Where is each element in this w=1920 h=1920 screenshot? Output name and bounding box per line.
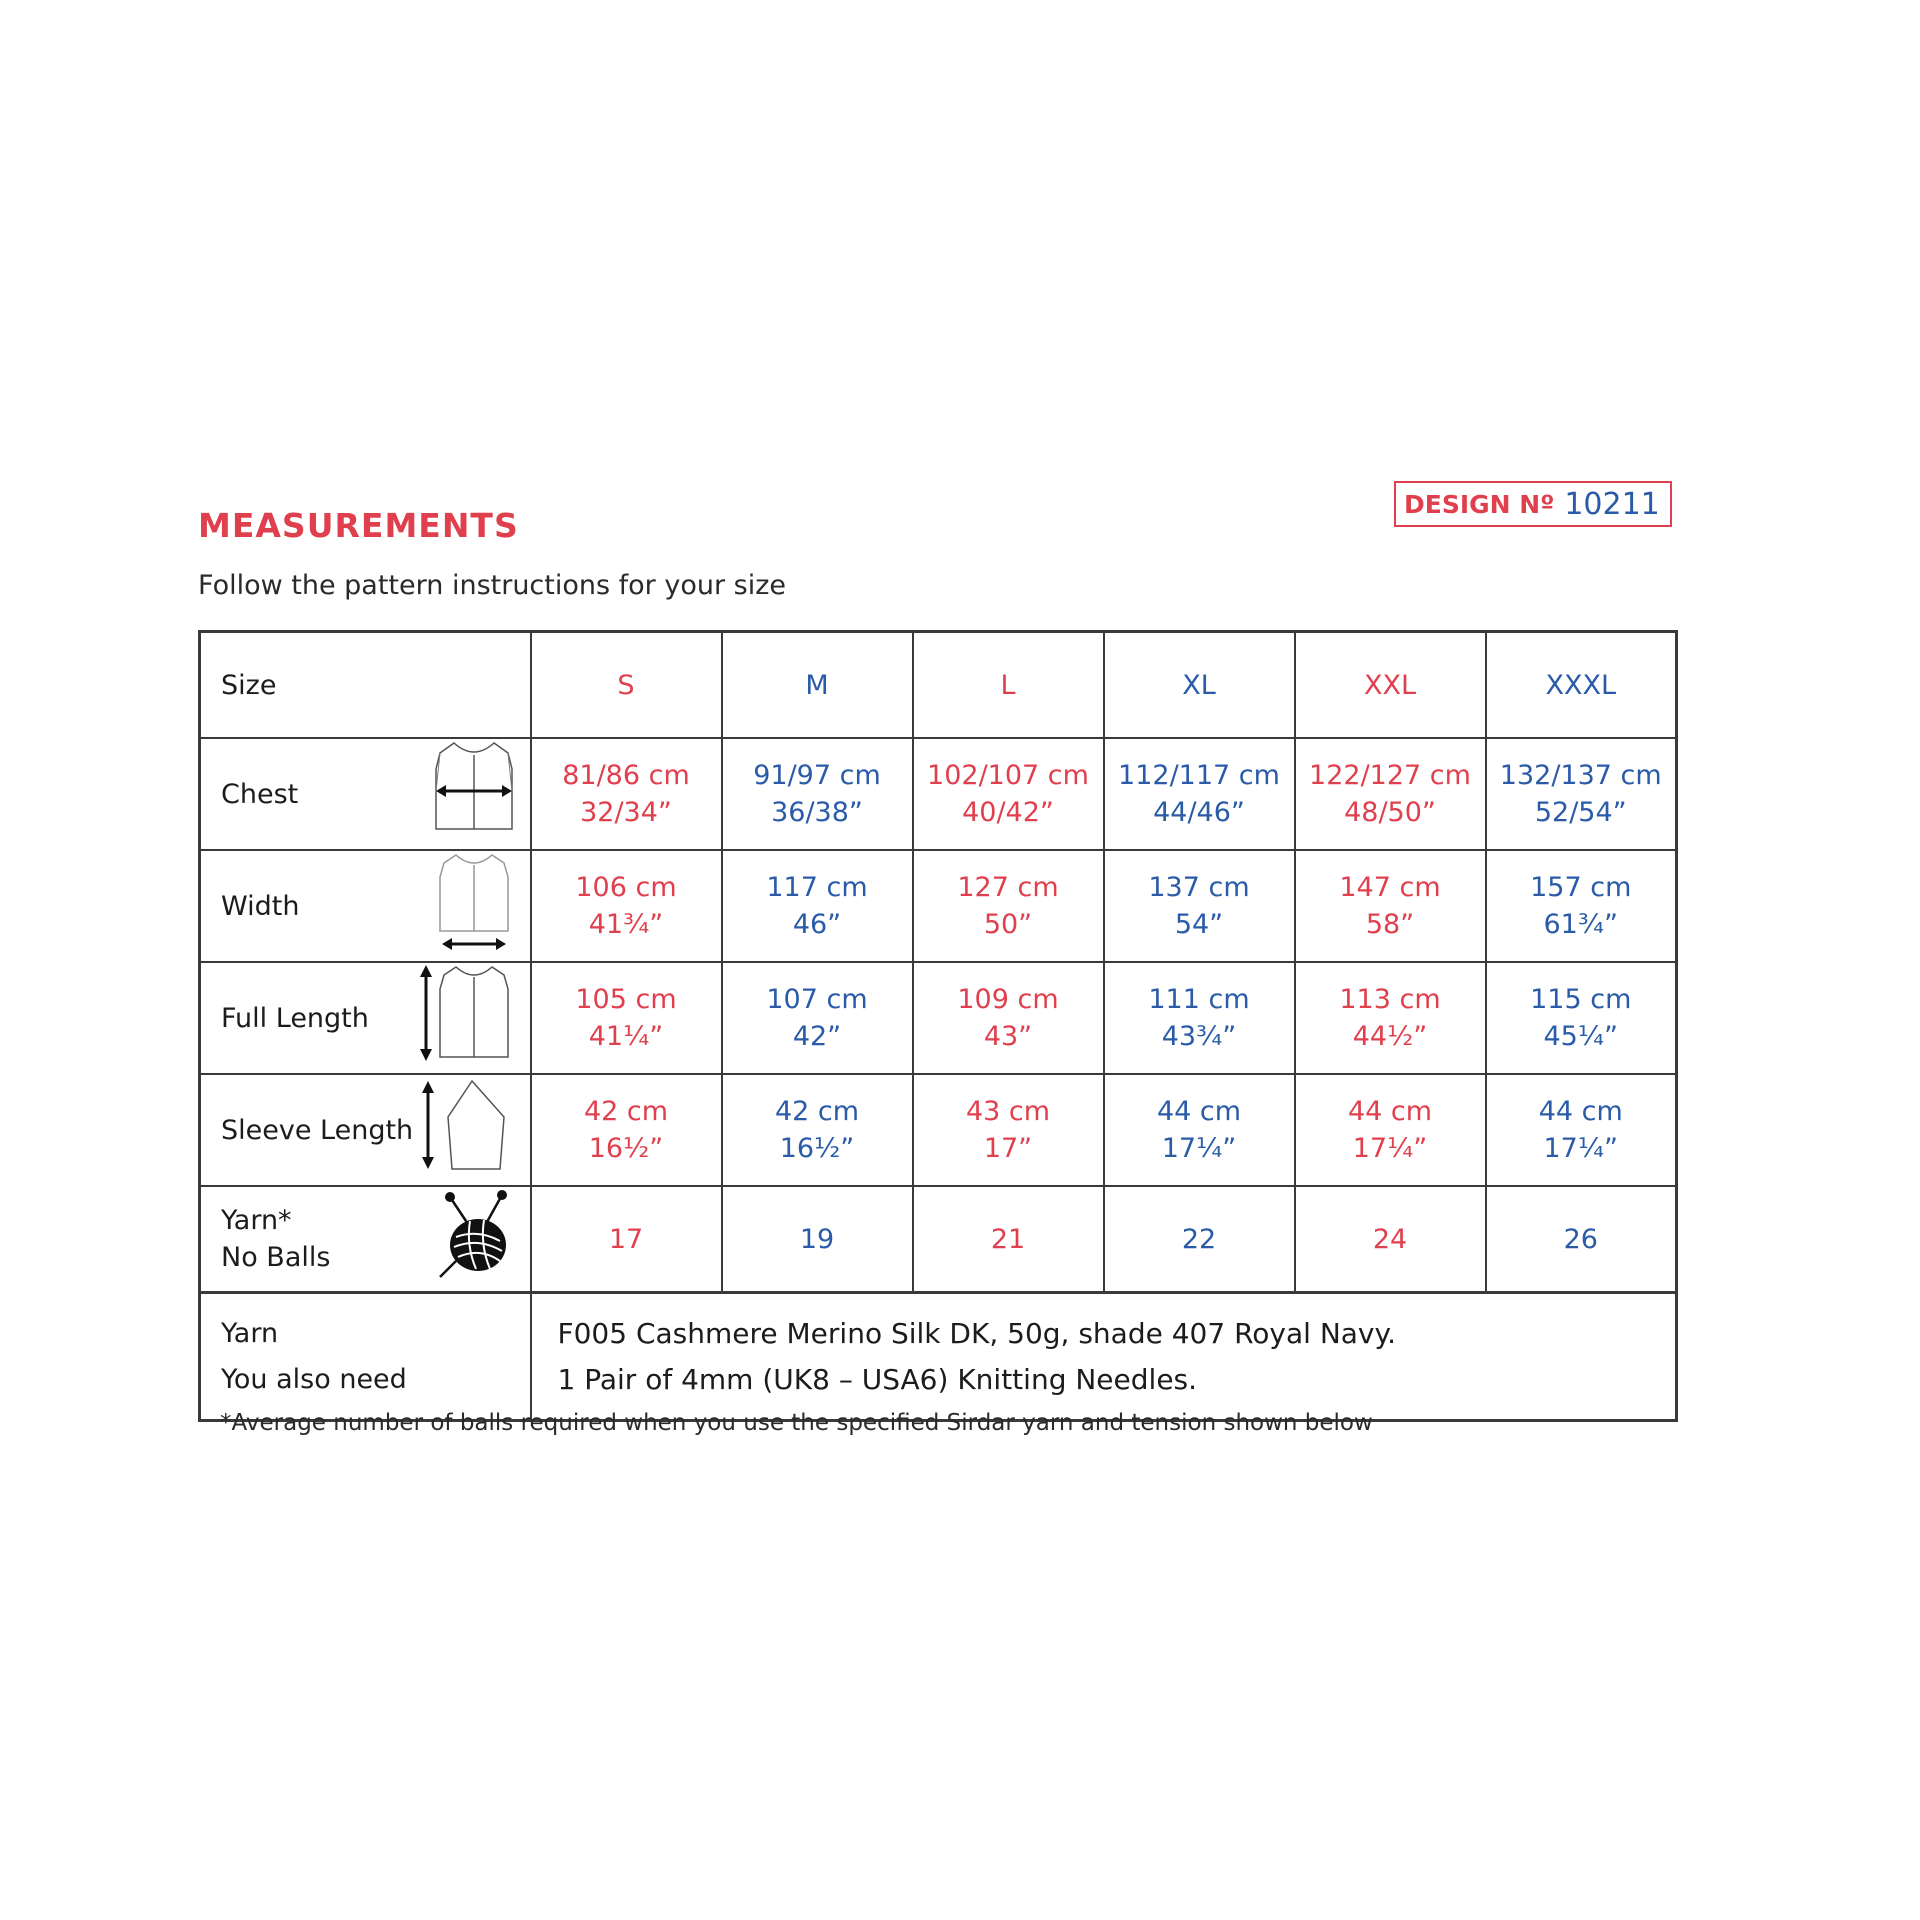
sleeve-length-icon xyxy=(416,1075,516,1185)
size-header-xxl: XXL xyxy=(1295,632,1486,739)
measurements-table xyxy=(198,630,1678,1422)
sleeve-length-xxl-in: 17¼” xyxy=(1352,1133,1428,1164)
size-label: Size xyxy=(221,669,277,701)
yarn-balls-xxxl: 26 xyxy=(1486,1186,1677,1293)
size-header-row xyxy=(200,632,1677,739)
sleeve-length-cell-m xyxy=(722,1074,913,1186)
yarn-label-line2: No Balls xyxy=(221,1242,331,1273)
chest-m-cm: 91/97 cm xyxy=(753,760,881,791)
full-length-xl-in: 43¾” xyxy=(1161,1021,1237,1052)
chest-xl-in: 44/46” xyxy=(1153,797,1245,828)
sleeve-length-cell-s xyxy=(531,1074,722,1186)
width-cell-l xyxy=(913,850,1104,962)
chest-label-cell xyxy=(200,738,531,850)
sleeve-length-m-cm: 42 cm xyxy=(774,1096,860,1127)
yarn-spec-text: F005 Cashmere Merino Silk DK, 50g, shade 407 Royal Navy. xyxy=(557,1316,1396,1350)
chest-m-in: 36/38” xyxy=(771,797,863,828)
page-title: MEASUREMENTS xyxy=(198,506,519,545)
yarn-info-row xyxy=(200,1293,1677,1421)
design-number: 10211 xyxy=(1564,486,1660,522)
width-cell-xxxl xyxy=(1486,850,1677,962)
sleeve-length-s-cm: 42 cm xyxy=(583,1096,669,1127)
full-length-cell-m xyxy=(722,962,913,1074)
width-cell-xxl xyxy=(1295,850,1486,962)
chest-xxxl-in: 52/54” xyxy=(1534,797,1627,828)
sleeve-length-xxxl-in: 17¼” xyxy=(1543,1133,1618,1164)
full-length-label: Full Length xyxy=(221,1002,369,1034)
full-length-l-cm: 109 cm xyxy=(957,984,1059,1015)
sleeve-length-xxxl-cm: 44 cm xyxy=(1538,1096,1623,1127)
size-header-s: S xyxy=(531,632,722,739)
sleeve-length-cell-xxl xyxy=(1295,1074,1486,1186)
chest-cell-xxxl xyxy=(1486,738,1677,850)
yarn-balls-l: 21 xyxy=(913,1186,1104,1293)
chest-l-in: 40/42” xyxy=(962,797,1054,828)
yarn-balls-label xyxy=(221,1202,330,1276)
width-cell-s xyxy=(531,850,722,962)
full-length-cell-s xyxy=(531,962,722,1074)
yarn-info-label-cell xyxy=(200,1293,531,1421)
sleeve-length-l-in: 17” xyxy=(983,1133,1033,1164)
yarn-balls-m: 19 xyxy=(722,1186,913,1293)
full-length-xxxl-in: 45¼” xyxy=(1543,1021,1618,1052)
footnote: *Average number of balls required when you use the specified Sirdar yarn and tension shown below xyxy=(220,1410,1373,1436)
chest-xxl-in: 48/50” xyxy=(1344,797,1436,828)
sleeve-length-xxl-cm: 44 cm xyxy=(1347,1096,1433,1127)
chest-xxxl-cm: 132/137 cm xyxy=(1499,760,1662,791)
design-number-box xyxy=(1394,481,1672,527)
chest-label: Chest xyxy=(221,778,299,810)
sleeve-length-cell-xl xyxy=(1104,1074,1295,1186)
full-length-cell-xl xyxy=(1104,962,1295,1074)
chest-row xyxy=(200,738,1677,850)
width-s-in: 41¾” xyxy=(588,909,664,940)
chest-s-cm: 81/86 cm xyxy=(562,760,690,791)
size-label-cell xyxy=(200,632,531,739)
yarn-balls-xxl: 24 xyxy=(1295,1186,1486,1293)
sleeve-length-m-in: 16½” xyxy=(779,1133,855,1164)
chest-l-cm: 102/107 cm xyxy=(927,760,1089,791)
full-length-cell-l xyxy=(913,962,1104,1074)
width-cell-xl xyxy=(1104,850,1295,962)
width-xl-cm: 137 cm xyxy=(1148,872,1250,903)
size-header-xl: XL xyxy=(1104,632,1295,739)
sleeve-length-cell-xxxl xyxy=(1486,1074,1677,1186)
cardigan-length-icon xyxy=(416,963,516,1073)
width-xxl-in: 58” xyxy=(1365,909,1415,940)
chest-s-in: 32/34” xyxy=(580,797,672,828)
width-m-in: 46” xyxy=(792,909,842,940)
width-xl-in: 54” xyxy=(1174,909,1224,940)
width-cell-m xyxy=(722,850,913,962)
chest-xxl-cm: 122/127 cm xyxy=(1309,760,1471,791)
chest-cell-xl xyxy=(1104,738,1295,850)
design-label: DESIGN Nº xyxy=(1404,489,1555,519)
chest-cell-m xyxy=(722,738,913,850)
sleeve-length-row xyxy=(200,1074,1677,1186)
full-length-xxl-in: 44½” xyxy=(1352,1021,1428,1052)
width-l-in: 50” xyxy=(983,909,1033,940)
size-header-l: L xyxy=(913,632,1104,739)
width-s-cm: 106 cm xyxy=(575,872,677,903)
size-header-xxxl: XXXL xyxy=(1486,632,1677,739)
full-length-l-in: 43” xyxy=(983,1021,1033,1052)
full-length-m-cm: 107 cm xyxy=(766,984,868,1015)
yarn-ball-needles-icon xyxy=(436,1189,516,1289)
full-length-cell-xxl xyxy=(1295,962,1486,1074)
chest-xl-cm: 112/117 cm xyxy=(1118,760,1280,791)
sleeve-length-label: Sleeve Length xyxy=(221,1114,414,1146)
full-length-row xyxy=(200,962,1677,1074)
yarn-info-cell xyxy=(531,1293,1677,1421)
full-length-s-in: 41¼” xyxy=(588,1021,664,1052)
cardigan-chest-icon xyxy=(432,739,516,849)
yarn-balls-s: 17 xyxy=(531,1186,722,1293)
sleeve-length-xl-in: 17¼” xyxy=(1161,1133,1237,1164)
sleeve-length-cell-l xyxy=(913,1074,1104,1186)
sleeve-length-label-cell xyxy=(200,1074,531,1186)
yarn-balls-row xyxy=(200,1186,1677,1293)
sleeve-length-s-in: 16½” xyxy=(588,1133,664,1164)
sleeve-length-xl-cm: 44 cm xyxy=(1156,1096,1242,1127)
cardigan-width-icon xyxy=(432,851,516,961)
width-l-cm: 127 cm xyxy=(957,872,1059,903)
yarn-balls-label-cell xyxy=(200,1186,531,1293)
width-xxxl-cm: 157 cm xyxy=(1530,872,1632,903)
yarn-label-line1: Yarn* xyxy=(221,1205,292,1236)
chest-cell-s xyxy=(531,738,722,850)
width-m-cm: 117 cm xyxy=(766,872,868,903)
yarn-info-label-line2: You also need xyxy=(221,1363,407,1395)
full-length-cell-xxxl xyxy=(1486,962,1677,1074)
size-header-m: M xyxy=(722,632,913,739)
page-subtitle: Follow the pattern instructions for your size xyxy=(198,570,787,601)
width-xxl-cm: 147 cm xyxy=(1339,872,1441,903)
width-label-cell xyxy=(200,850,531,962)
needles-text: 1 Pair of 4mm (UK8 – USA6) Knitting Needles. xyxy=(557,1362,1198,1396)
chest-cell-l xyxy=(913,738,1104,850)
full-length-label-cell xyxy=(200,962,531,1074)
full-length-xl-cm: 111 cm xyxy=(1148,984,1250,1015)
width-row xyxy=(200,850,1677,962)
full-length-xxl-cm: 113 cm xyxy=(1339,984,1441,1015)
chest-cell-xxl xyxy=(1295,738,1486,850)
yarn-info-label-line1: Yarn xyxy=(221,1317,279,1349)
yarn-balls-xl: 22 xyxy=(1104,1186,1295,1293)
full-length-m-in: 42” xyxy=(792,1021,842,1052)
sleeve-length-l-cm: 43 cm xyxy=(965,1096,1051,1127)
width-xxxl-in: 61¾” xyxy=(1543,909,1618,940)
width-label: Width xyxy=(221,890,300,922)
full-length-xxxl-cm: 115 cm xyxy=(1530,984,1632,1015)
full-length-s-cm: 105 cm xyxy=(575,984,677,1015)
